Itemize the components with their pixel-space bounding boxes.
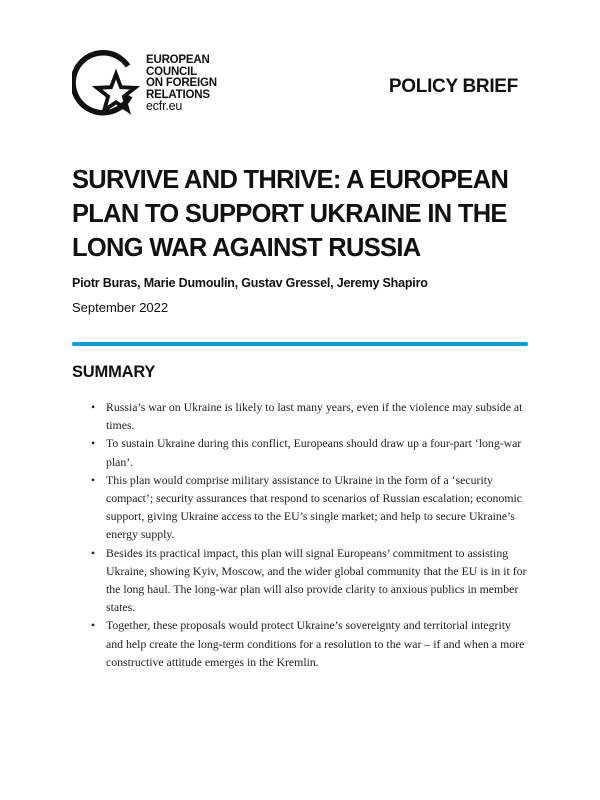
summary-item-text: Besides its practical impact, this plan will signal Europeans’ commitment to assisting Ukraine, showing Kyiv, Moscow, and the wider global community that the EU is in it for the long haul. The long-war plan will also provide clarity to anxious publics in member states.: [106, 545, 527, 615]
summary-item-text: Russia’s war on Ukraine is likely to last many years, even if the violence may subside at times.: [106, 400, 523, 433]
section-divider: [72, 342, 528, 346]
summary-item-2: [90, 434, 530, 470]
ecfr-logo: [72, 44, 232, 124]
logo-line-3: ON FOREIGN: [146, 77, 217, 89]
logo-line-1: EUROPEAN: [146, 54, 210, 66]
summary-item-5: [90, 616, 530, 671]
bullet-icon: •: [91, 472, 96, 487]
summary-item-text: This plan would comprise military assistance to Ukraine in the form of a ‘security compact’; security assurances that respond to scenarios of Russian escalation; economic support, giving Ukraine access to the EU’s single market; and help to secure Ukraine’s energy supply.: [106, 472, 523, 542]
bullet-icon: •: [91, 436, 96, 451]
logo-url: ecfr.eu: [146, 99, 183, 113]
bullet-icon: •: [91, 400, 96, 414]
summary-item-text: To sustain Ukraine during this conflict, Europeans should draw up a four-part ‘long-war plan’.: [106, 436, 522, 469]
bullet-icon: •: [91, 618, 96, 633]
summary-list: [90, 398, 530, 671]
publication-date: September 2022: [72, 300, 169, 315]
ecfr-star-circle-icon: [72, 44, 144, 124]
document-type-label: POLICY BRIEF: [388, 76, 518, 97]
logo-line-2: COUNCIL: [146, 65, 197, 78]
summary-item-4: [90, 544, 530, 617]
summary-heading: SUMMARY: [72, 363, 156, 381]
summary-item-text: Together, these proposals would protect Ukraine’s sovereignty and territorial integrity and help create the long-term conditions for a resolution to the war – if and when a more constructive attitude emerges in the Kremlin.: [106, 618, 525, 669]
bullet-icon: •: [91, 545, 96, 560]
logo-wordmark: [146, 55, 217, 113]
logo-line-4: RELATIONS: [146, 88, 210, 101]
summary-item-1: [90, 398, 530, 434]
document-title: SURVIVE AND THRIVE: A EUROPEAN PLAN TO SUPPORT UKRAINE IN THE LONG WAR AGAINST RUSSIA: [72, 166, 509, 262]
summary-item-3: [90, 471, 530, 544]
authors: Piotr Buras, Marie Dumoulin, Gustav Gressel, Jeremy Shapiro: [72, 276, 428, 290]
